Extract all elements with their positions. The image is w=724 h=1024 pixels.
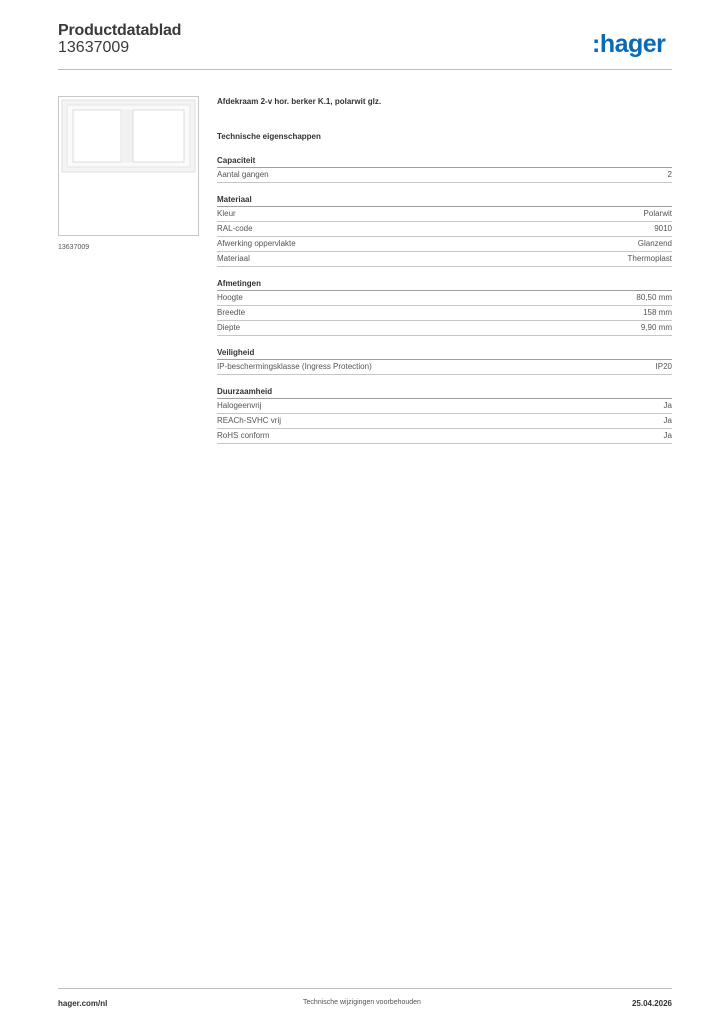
section-heading: Afmetingen	[217, 278, 672, 291]
spec-label: RAL-code	[217, 224, 253, 233]
spec-section	[217, 194, 672, 267]
footer-website: hager.com/nl	[58, 999, 108, 1008]
spec-label: Breedte	[217, 308, 246, 317]
hager-logo	[590, 28, 680, 62]
spec-row	[217, 237, 672, 252]
spec-row	[217, 429, 672, 444]
spec-value: 2	[667, 170, 672, 179]
product-title: Afdekraam 2-v hor. berker K.1, polarwit glz.	[217, 97, 382, 106]
spec-value: Ja	[663, 401, 672, 410]
spec-value: IP20	[655, 362, 672, 371]
spec-label: Halogeenvrij	[217, 401, 262, 410]
spec-section	[217, 386, 672, 444]
section-heading: Duurzaamheid	[217, 386, 672, 399]
footer-disclaimer: Technische wijzigingen voorbehouden	[303, 999, 421, 1006]
section-heading: Materiaal	[217, 194, 672, 207]
product-details	[217, 95, 672, 444]
spec-row	[217, 168, 672, 183]
spec-value: 9,90 mm	[640, 323, 672, 332]
spec-label: IP-beschermingsklasse (Ingress Protection)	[217, 362, 372, 371]
spec-row	[217, 321, 672, 336]
spec-value: 9010	[654, 224, 672, 233]
spec-section	[217, 278, 672, 336]
article-number: 13637009	[58, 39, 130, 56]
spec-label: Aantal gangen	[217, 170, 269, 179]
spec-row	[217, 399, 672, 414]
spec-row	[217, 291, 672, 306]
spec-row	[217, 207, 672, 222]
spec-label: Diepte	[217, 323, 241, 332]
spec-section	[217, 347, 672, 375]
footer-divider	[58, 988, 672, 989]
spec-row	[217, 222, 672, 237]
spec-label: Kleur	[217, 209, 236, 218]
spec-value: Glanzend	[637, 239, 672, 248]
spec-label: Afwerking oppervlakte	[217, 239, 296, 248]
spec-row	[217, 360, 672, 375]
header-divider	[58, 69, 672, 70]
section-heading: Capaciteit	[217, 155, 672, 168]
spec-value: 80,50 mm	[636, 293, 672, 302]
spec-value: Thermoplast	[627, 254, 672, 263]
spec-label: RoHS conform	[217, 431, 270, 440]
spec-value: Polarwit	[643, 209, 672, 218]
hager-logo-text: :hager	[592, 30, 666, 58]
spec-sections	[217, 155, 672, 444]
spec-label: REACh-SVHC vrij	[217, 416, 282, 425]
spec-value: Ja	[663, 416, 672, 425]
spec-section	[217, 155, 672, 183]
footer-date: 25.04.2026	[631, 999, 672, 1008]
spec-row	[217, 306, 672, 321]
product-image	[58, 96, 199, 236]
document-title: Productdatablad	[58, 22, 182, 39]
spec-value: 158 mm	[643, 308, 672, 317]
technical-heading: Technische eigenschappen	[217, 132, 321, 141]
spec-row	[217, 252, 672, 267]
image-caption: 13637009	[58, 244, 90, 251]
spec-label: Hoogte	[217, 293, 243, 302]
spec-label: Materiaal	[217, 254, 250, 263]
section-heading: Veiligheid	[217, 347, 672, 360]
spec-value: Ja	[663, 431, 672, 440]
cover-frame-illustration	[59, 97, 198, 235]
spec-row	[217, 414, 672, 429]
